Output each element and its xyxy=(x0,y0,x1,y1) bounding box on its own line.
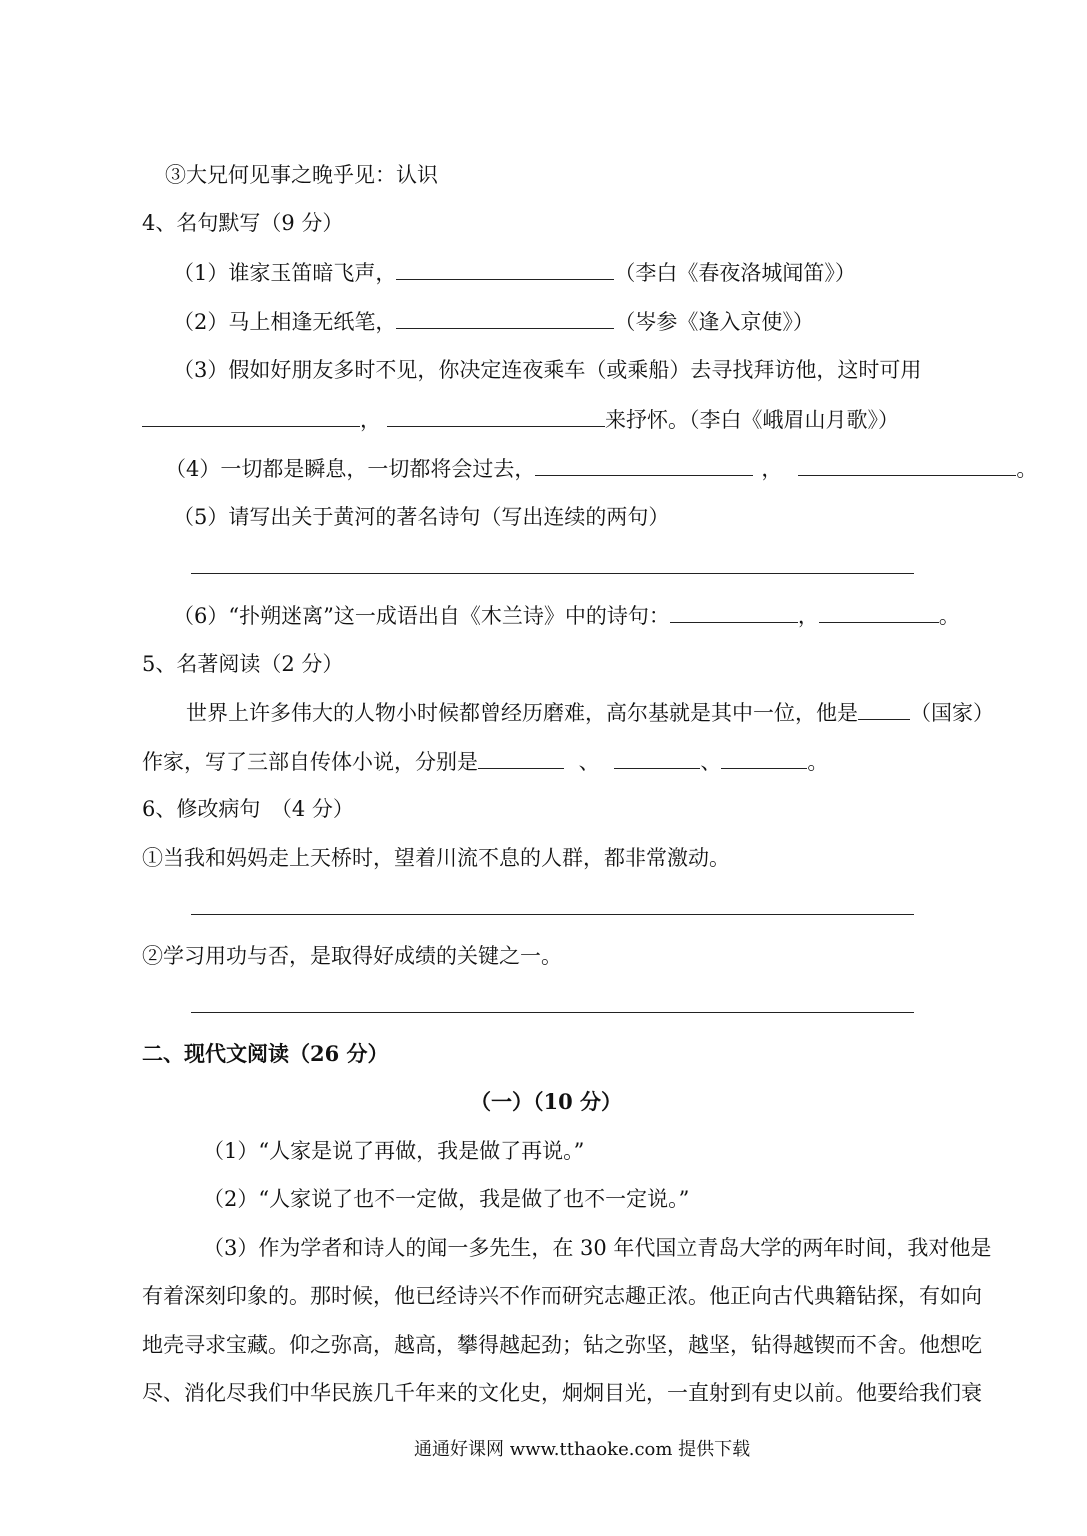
separator: ， xyxy=(797,604,819,628)
separator: 、 xyxy=(700,750,722,774)
recite-item-5-prompt: （5）请写出关于黄河的著名诗句（写出连续的两句） xyxy=(173,505,670,529)
answer-blank[interactable] xyxy=(387,404,605,427)
separator: ， xyxy=(360,408,381,432)
recite-2-source: （岑参《逢入京使》） xyxy=(614,310,814,334)
answer-blank[interactable] xyxy=(798,453,1016,476)
recite-1-source: （李白《春夜洛城闻笛》） xyxy=(614,261,856,285)
sick-sentence-2: ②学习用功与否，是取得好成绩的关键之一。 xyxy=(142,944,562,968)
reading-text: 世界上许多伟大的人物小时候都曾经历磨难，高尔基就是其中一位，他是 xyxy=(186,701,858,725)
section-6-title: 6、修改病句 （4 分） xyxy=(142,797,354,821)
period: 。 xyxy=(1016,457,1038,481)
answer-blank[interactable] xyxy=(721,746,807,769)
paragraph-1: （1）“人家是说了再做，我是做了再说。” xyxy=(203,1139,585,1163)
page-footer: 通通好课网 www.tthaoke.com 提供下载 xyxy=(414,1439,751,1460)
answer-line[interactable] xyxy=(191,1012,914,1013)
paragraph-3-line-1: （3）作为学者和诗人的闻一多先生，在 30 年代国立青岛大学的两年时间，我对他是 xyxy=(203,1236,992,1260)
answer-blank[interactable] xyxy=(535,453,753,476)
answer-blank[interactable] xyxy=(142,404,360,427)
answer-line[interactable] xyxy=(191,573,914,574)
recite-item-3-prompt: （3）假如好朋友多时不见，你决定连夜乘车（或乘船）去寻找拜访他，这时可用 xyxy=(173,358,922,382)
paragraph-3-line-3: 地壳寻求宝藏。仰之弥高，越高，攀得越起劲；钻之弥坚，越坚，钻得越锲而不舍。他想吃 xyxy=(142,1333,982,1357)
separator: ， xyxy=(761,457,783,481)
reading-line-1 xyxy=(186,697,994,728)
answer-blank[interactable] xyxy=(819,600,939,623)
answer-line[interactable] xyxy=(191,914,914,915)
answer-blank[interactable] xyxy=(478,746,564,769)
sick-sentence-1: ①当我和妈妈走上天桥时，望着川流不息的人群，都非常激动。 xyxy=(142,846,730,870)
recite-item-3-answer xyxy=(142,404,899,435)
separator: 、 xyxy=(572,750,607,774)
subsection-title: （一）（10 分） xyxy=(470,1089,623,1114)
recite-6-prompt: （6）“扑朔迷离”这一成语出自《木兰诗》中的诗句： xyxy=(173,604,670,628)
paragraph-2: （2）“人家说了也不一定做，我是做了也不一定说。” xyxy=(203,1187,690,1211)
reading-text: 作家，写了三部自传体小说，分别是 xyxy=(142,750,478,774)
recite-item-1 xyxy=(173,257,856,288)
answer-blank[interactable] xyxy=(858,697,910,720)
recite-1-prompt: （1）谁家玉笛暗飞声， xyxy=(173,261,397,285)
answer-blank[interactable] xyxy=(396,306,614,329)
answer-blank[interactable] xyxy=(396,257,614,280)
recite-4-prompt: （4）一切都是瞬息，一切都将会过去， xyxy=(165,457,536,481)
reading-line-2 xyxy=(142,746,828,777)
paragraph-3-line-2: 有着深刻印象的。那时候，他已经诗兴不作而研究志趣正浓。他正向古代典籍钻探，有如向 xyxy=(142,1284,982,1308)
recite-item-4 xyxy=(165,453,1037,484)
recite-2-prompt: （2）马上相逢无纸笔， xyxy=(173,310,397,334)
period: 。 xyxy=(807,750,829,774)
section-5-title: 5、名著阅读（2 分） xyxy=(142,652,344,676)
reading-text: （国家） xyxy=(910,701,994,725)
item-3-jian: ③大兄何见事之晚乎见：认识 xyxy=(165,163,438,187)
recite-item-6 xyxy=(173,600,960,631)
paragraph-3-line-4: 尽、消化尽我们中华民族几千年来的文化史，炯炯目光，一直射到有史以前。他要给我们衰 xyxy=(142,1381,982,1405)
recite-3-source: 来抒怀。（李白《峨眉山月歌》） xyxy=(605,408,899,432)
part-2-title: 二、现代文阅读（26 分） xyxy=(142,1041,389,1066)
period: 。 xyxy=(938,604,960,628)
answer-blank[interactable] xyxy=(614,746,700,769)
answer-blank[interactable] xyxy=(670,600,798,623)
section-4-title: 4、名句默写（9 分） xyxy=(142,211,344,235)
recite-item-2 xyxy=(173,306,814,337)
